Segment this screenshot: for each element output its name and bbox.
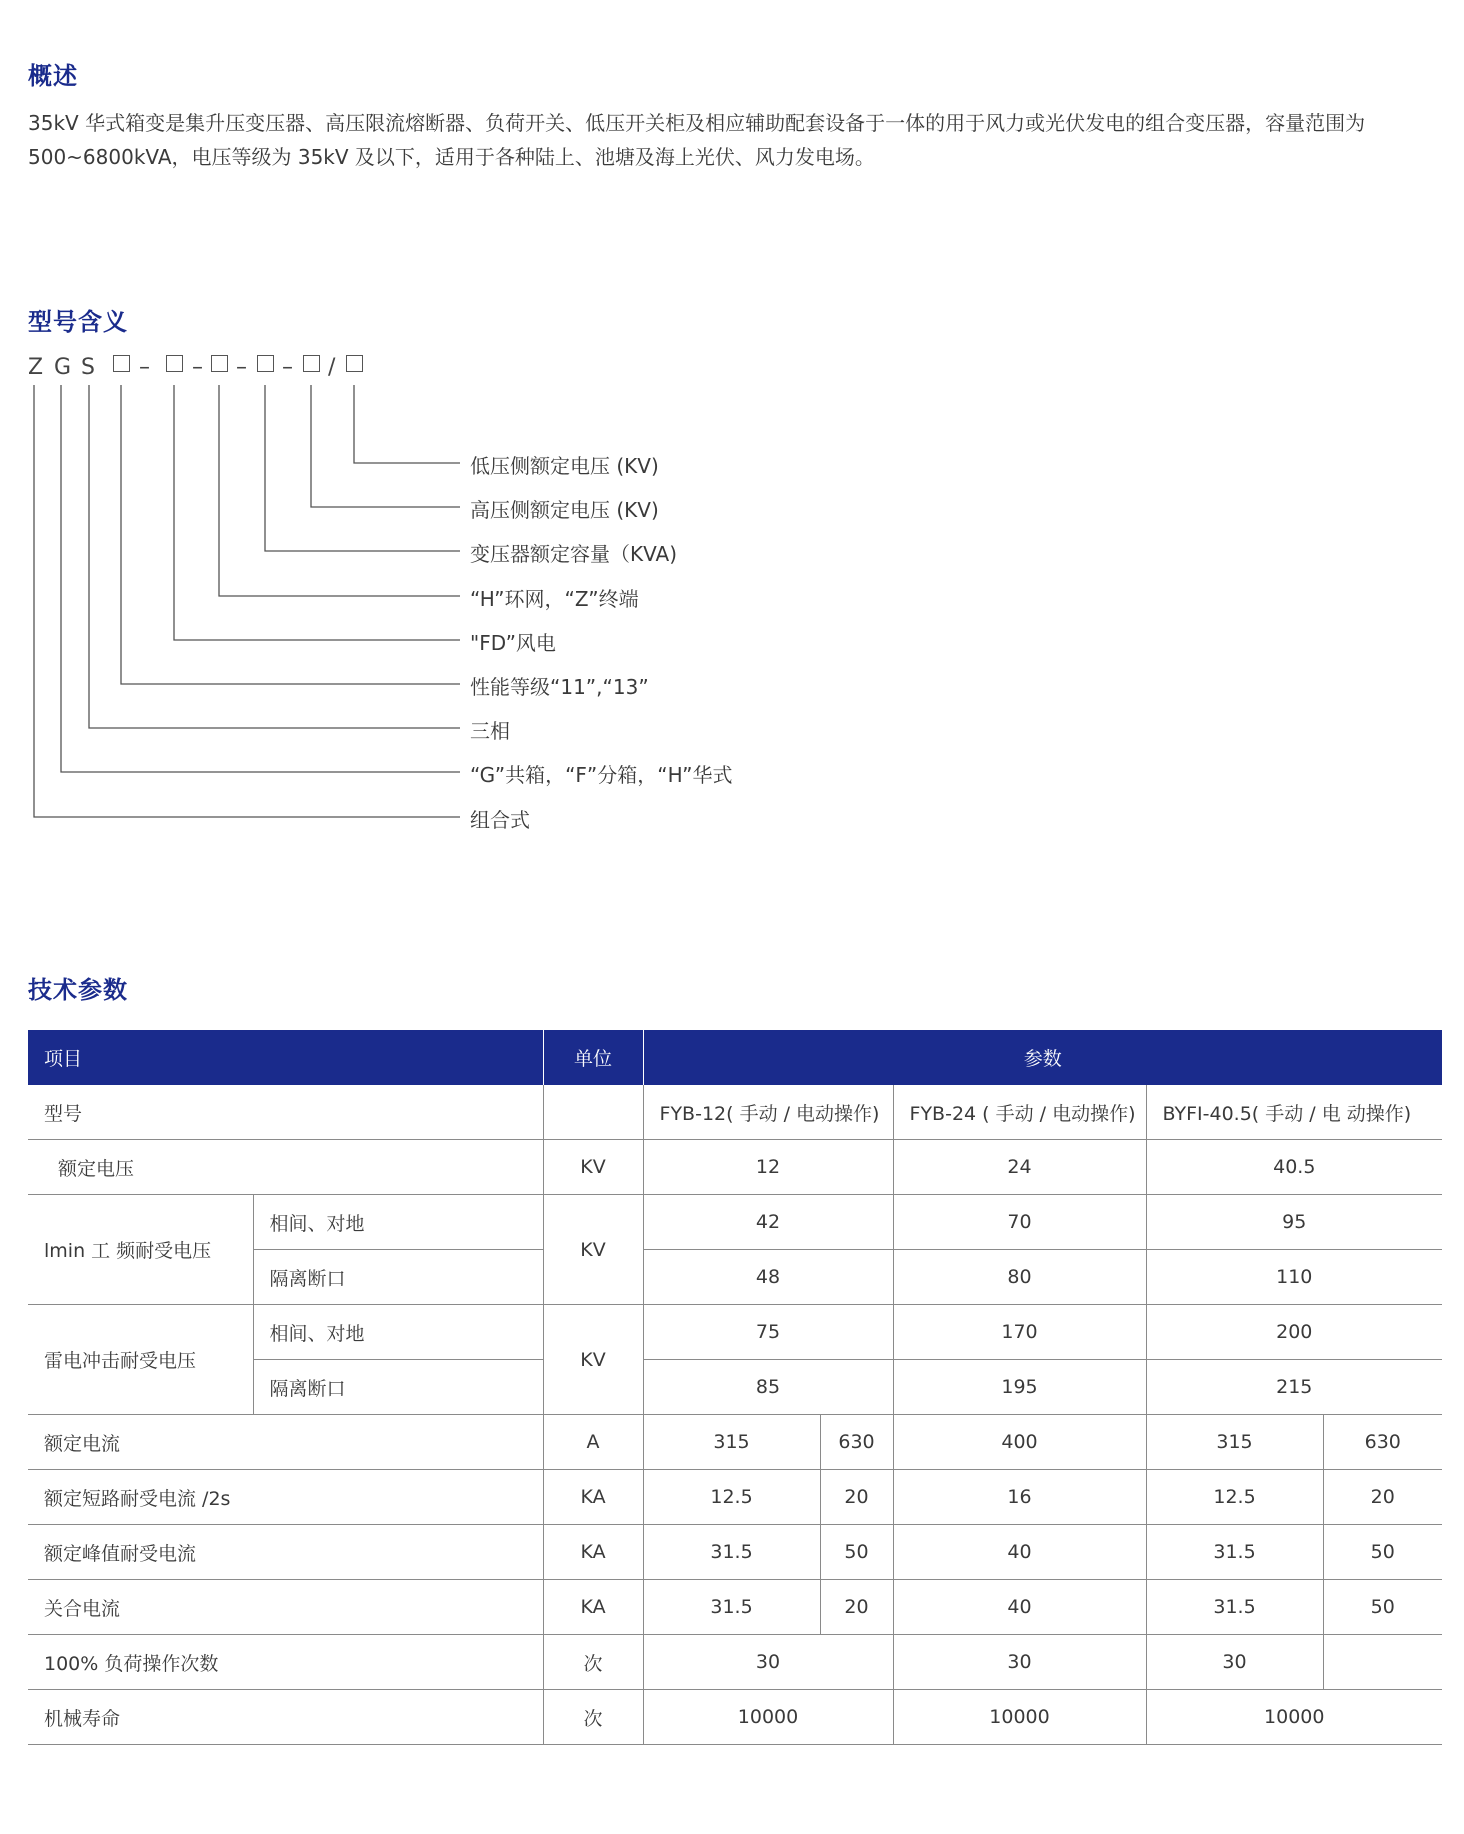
row-unit: KV xyxy=(543,1195,643,1305)
row-label: 额定峰值耐受电流 xyxy=(28,1525,543,1580)
code-letter: S xyxy=(81,355,95,380)
row-label: 关合电流 xyxy=(28,1580,543,1635)
value-cell: 70 xyxy=(893,1195,1146,1250)
value-cell: 42 xyxy=(643,1195,893,1250)
model-desc-box-type: “G”共箱，“F”分箱，“H”华式 xyxy=(470,763,733,787)
table-row xyxy=(28,1195,1442,1250)
value-cell: 40 xyxy=(893,1525,1146,1580)
code-separator: / xyxy=(328,355,336,380)
value-cell: 16 xyxy=(893,1470,1146,1525)
row-label: 额定电压 xyxy=(28,1140,543,1195)
model-desc-three-phase: 三相 xyxy=(470,719,510,743)
value-cell: 30 xyxy=(1146,1635,1323,1690)
value-cell: 10000 xyxy=(643,1690,893,1745)
model-desc-performance: 性能等级“11”,“13” xyxy=(470,675,649,699)
code-box xyxy=(257,355,274,372)
code-box xyxy=(211,355,228,372)
row-unit: KA xyxy=(543,1525,643,1580)
code-letter: G xyxy=(54,355,72,380)
value-cell: 40 xyxy=(893,1580,1146,1635)
row-label: 100% 负荷操作次数 xyxy=(28,1635,543,1690)
model-cell: BYFI-40.5( 手动 / 电 动操作) xyxy=(1146,1085,1442,1140)
value-cell: 80 xyxy=(893,1250,1146,1305)
row-unit xyxy=(543,1085,643,1140)
value-cell: 31.5 xyxy=(1146,1580,1323,1635)
model-desc-high-voltage: 高压侧额定电压 (KV) xyxy=(470,498,659,522)
leader-line xyxy=(174,385,460,640)
leader-line xyxy=(34,385,460,817)
value-cell: 20 xyxy=(820,1470,893,1525)
code-box xyxy=(303,355,320,372)
model-desc-ring: “H”环网，“Z”终端 xyxy=(470,587,639,611)
value-cell: 200 xyxy=(1146,1305,1442,1360)
model-desc-combined: 组合式 xyxy=(470,808,530,832)
header-item: 项目 xyxy=(28,1030,543,1085)
row-label: lmin 工 频耐受电压 xyxy=(28,1195,253,1305)
value-cell: 50 xyxy=(1323,1580,1442,1635)
value-cell: 75 xyxy=(643,1305,893,1360)
leader-line xyxy=(121,385,460,684)
value-cell: 195 xyxy=(893,1360,1146,1415)
overview-text: 35kV 华式箱变是集升压变压器、高压限流熔断器、负荷开关、低压开关柜及相应辅助配套设备于一体的用于风力或光伏发电的组合变压器，容量范围为 500~6800kVA，电压等级为 35kV 及以下，适用于各种陆上、池塘及海上光伏、风力发电场。 xyxy=(28,111,1366,169)
value-cell: 20 xyxy=(820,1580,893,1635)
value-cell: 10000 xyxy=(1146,1690,1442,1745)
value-cell: 31.5 xyxy=(1146,1525,1323,1580)
row-label: 额定电流 xyxy=(28,1415,543,1470)
value-cell: 20 xyxy=(1323,1470,1442,1525)
value-cell: 10000 xyxy=(893,1690,1146,1745)
table-row xyxy=(28,1305,1442,1360)
header-unit: 单位 xyxy=(543,1030,643,1085)
code-box xyxy=(166,355,183,372)
value-cell xyxy=(1323,1635,1442,1690)
value-cell: 50 xyxy=(820,1525,893,1580)
sub-label: 相间、对地 xyxy=(253,1195,543,1250)
row-unit: KV xyxy=(543,1140,643,1195)
model-desc-wind: "FD”风电 xyxy=(470,631,556,655)
value-cell: 12 xyxy=(643,1140,893,1195)
row-unit: KA xyxy=(543,1470,643,1525)
value-cell: 31.5 xyxy=(643,1525,820,1580)
model-heading: 型号含义 xyxy=(28,308,128,336)
value-cell: 40.5 xyxy=(1146,1140,1442,1195)
table-row xyxy=(28,1580,1442,1635)
value-cell: 630 xyxy=(820,1415,893,1470)
row-unit: KV xyxy=(543,1305,643,1415)
model-desc-capacity: 变压器额定容量（KVA) xyxy=(470,542,678,566)
table-row xyxy=(28,1635,1442,1690)
sub-label: 相间、对地 xyxy=(253,1305,543,1360)
value-cell: 315 xyxy=(1146,1415,1323,1470)
code-separator: – xyxy=(282,355,293,380)
leader-line xyxy=(311,385,460,507)
tech-params-table xyxy=(28,1030,1442,1745)
code-letter: Z xyxy=(28,355,44,380)
row-label: 机械寿命 xyxy=(28,1690,543,1745)
table-row xyxy=(28,1690,1442,1745)
table-header-row xyxy=(28,1030,1442,1085)
table-row xyxy=(28,1140,1442,1195)
row-unit: 次 xyxy=(543,1635,643,1690)
row-unit: A xyxy=(543,1415,643,1470)
value-cell: 315 xyxy=(643,1415,820,1470)
code-box xyxy=(113,355,130,372)
value-cell: 30 xyxy=(893,1635,1146,1690)
value-cell: 12.5 xyxy=(1146,1470,1323,1525)
value-cell: 400 xyxy=(893,1415,1146,1470)
code-box xyxy=(346,355,363,372)
header-params: 参数 xyxy=(643,1030,1442,1085)
model-desc-low-voltage: 低压侧额定电压 (KV) xyxy=(470,454,659,478)
tech-heading: 技术参数 xyxy=(28,976,128,1004)
value-cell: 110 xyxy=(1146,1250,1442,1305)
table-row xyxy=(28,1525,1442,1580)
row-unit: KA xyxy=(543,1580,643,1635)
model-cell: FYB-24 ( 手动 / 电动操作) xyxy=(893,1085,1146,1140)
value-cell: 215 xyxy=(1146,1360,1442,1415)
sub-label: 隔离断口 xyxy=(253,1250,543,1305)
value-cell: 170 xyxy=(893,1305,1146,1360)
value-cell: 12.5 xyxy=(643,1470,820,1525)
sub-label: 隔离断口 xyxy=(253,1360,543,1415)
value-cell: 48 xyxy=(643,1250,893,1305)
table-row xyxy=(28,1085,1442,1140)
table-row xyxy=(28,1470,1442,1525)
row-unit: 次 xyxy=(543,1690,643,1745)
overview-heading: 概述 xyxy=(28,62,78,90)
value-cell: 85 xyxy=(643,1360,893,1415)
value-cell: 630 xyxy=(1323,1415,1442,1470)
row-label: 雷电冲击耐受电压 xyxy=(28,1305,253,1415)
leader-line xyxy=(89,385,460,728)
leader-line xyxy=(61,385,460,772)
code-separator: – xyxy=(236,355,247,380)
code-separator: – xyxy=(192,355,203,380)
leader-line xyxy=(265,385,460,551)
value-cell: 30 xyxy=(643,1635,893,1690)
leader-line xyxy=(219,385,460,596)
value-cell: 95 xyxy=(1146,1195,1442,1250)
value-cell: 24 xyxy=(893,1140,1146,1195)
model-cell: FYB-12( 手动 / 电动操作) xyxy=(643,1085,893,1140)
leader-line xyxy=(354,385,460,463)
value-cell: 50 xyxy=(1323,1525,1442,1580)
value-cell: 31.5 xyxy=(643,1580,820,1635)
table-row xyxy=(28,1415,1442,1470)
row-label: 额定短路耐受电流 /2s xyxy=(28,1470,543,1525)
row-label: 型号 xyxy=(28,1085,543,1140)
code-separator: – xyxy=(139,355,150,380)
